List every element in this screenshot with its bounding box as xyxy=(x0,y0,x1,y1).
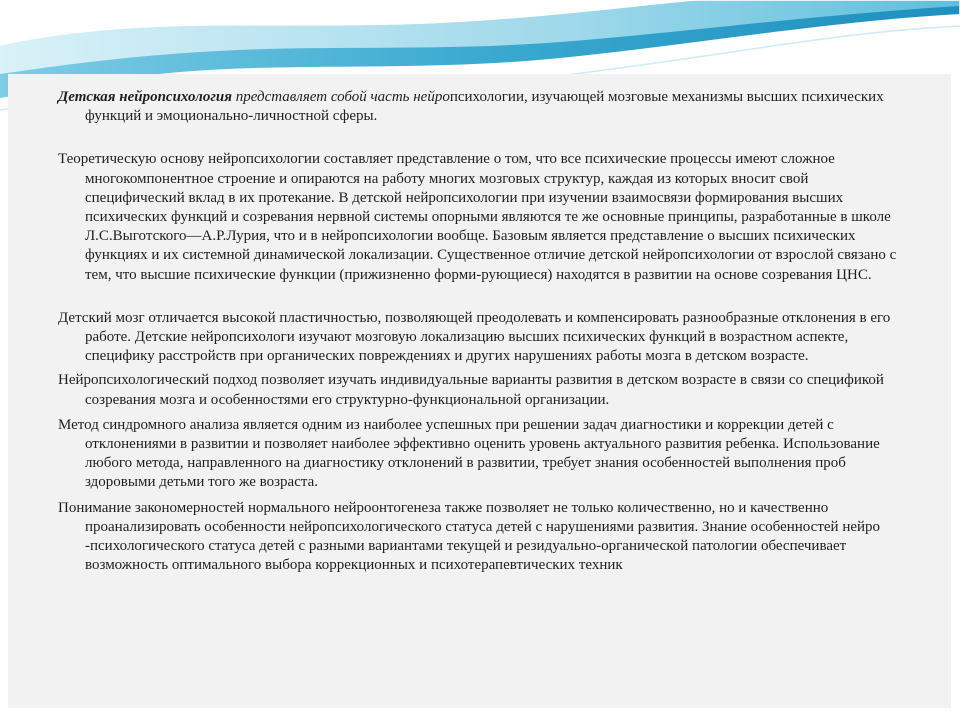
paragraph-6: Понимание закономерностей нормального нейроонтогенеза также позволяет не только количественно, но и качественно проанализировать особенности нейропсихологического статуса детей с нарушениями развития. Знание особенностей нейро -психологического статуса детей с разными вариантами текущей и резидуально-органической патологии обеспечивает возможность оптимального выбора коррекционных и психотерапевтических техник xyxy=(58,499,881,574)
paragraph-5: Метод синдромного анализа является одним из наиболее успешных при решении задач диагностики и коррекции детей с отклонениями в развитии и позволяет наиболее эффективно оценить уровень актуального развития ребенка. Использование любого метода, направленного на диагностику отклонений в развитии, требует знания особенностей выполнения проб здоровыми детьми того же возраста. xyxy=(58,416,880,491)
paragraph-1 xyxy=(58,88,908,126)
paragraph-1-lead-italic: представляет собой часть нейро xyxy=(231,89,450,105)
paragraph-4: Нейропсихологический подход позволяет изучать индивидуальные варианты развития в детском возрасте в связи со спецификой созревания мозга и особенностями его структурно-функциональной организации. xyxy=(58,372,884,408)
paragraph-1-lead xyxy=(58,89,450,105)
paragraph-1-text: психологии, изучающей мозговые механизмы высших психических функций и эмоционально-личностной сферы. xyxy=(85,89,884,125)
paragraph-2: Теоретическую основу нейропсихологии составляет представление о том, что все психические процессы имеют сложное многокомпонентное строение и опираются на работу многих мозговых структур, каждая из которых вносит свой специфический вклад в их протекание. В детской нейропсихологии при изучении взаимосвязи формирования высших психических функций и созревания нервной системы опорными являются те же основные принципы, разработанные в школе Л.С.Выготского—А.Р.Лурия, что и в нейропсихологии вообще. Базовым является представление о высших психических функциях и их системной динамической локализации. Существенное отличие детской нейропсихологии от взрослой связано с тем, что высшие психические функции (прижизненно форми-рующиеся) находятся в развитии на основе созревания ЦНС. xyxy=(58,151,897,283)
slide-content xyxy=(58,88,908,575)
paragraph-3: Детский мозг отличается высокой пластичностью, позволяющей преодолевать и компенсировать разнообразные отклонения в его работе. Детские нейропсихологи изучают мозговую локализацию высших психических функций в возрастном аспекте, специфику расстройств при органических повреждениях и других нарушениях работы мозга в детском возрасте. xyxy=(58,309,891,365)
paragraph-1-lead-bold: Детская нейропсихология xyxy=(58,89,232,105)
